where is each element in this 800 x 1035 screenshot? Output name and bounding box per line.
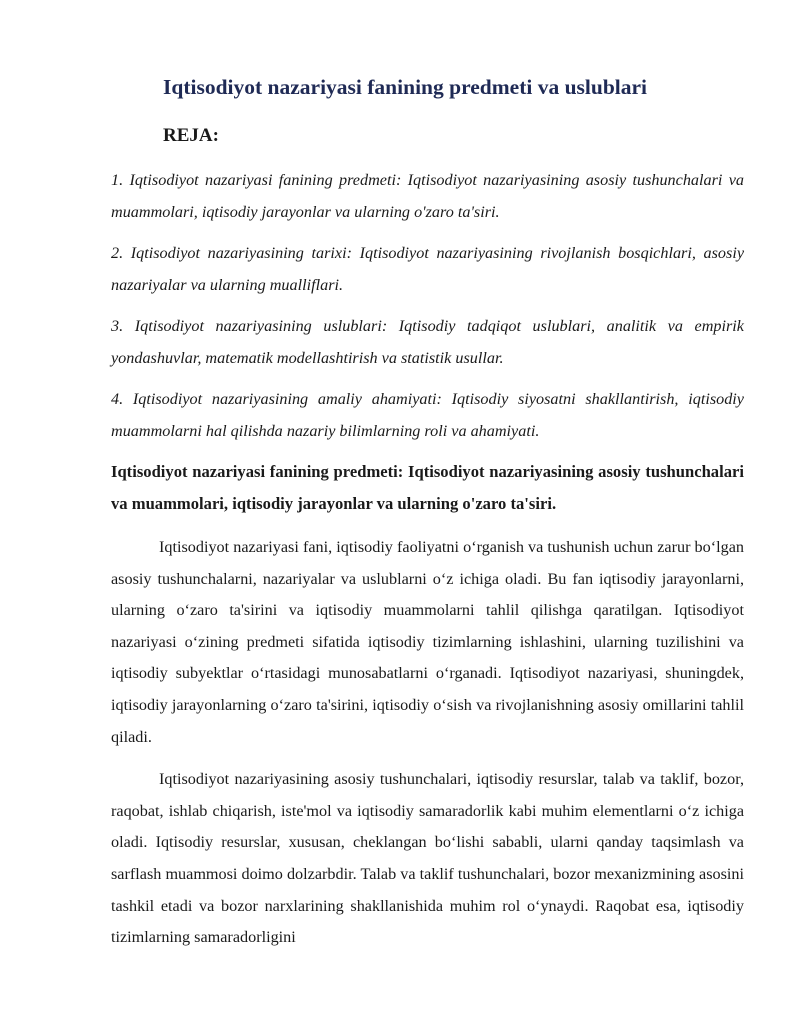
plan-item-2: 2. Iqtisodiyot nazariyasining tarixi: Iqtisodiyot nazariyasining rivojlanish bosqichlari, asosiy nazariyalar va ularning mualliflari.	[111, 244, 744, 294]
plan-heading: REJA:	[163, 125, 219, 146]
plan-item-3: 3. Iqtisodiyot nazariyasining uslublari: Iqtisodiy tadqiqot uslublari, analitik va empirik yondashuvlar, matematik modellashtirish va statistik usullar.	[111, 317, 744, 367]
document-title: Iqtisodiyot nazariyasi fanining predmeti va uslublari	[163, 75, 648, 99]
plan-item-1: 1. Iqtisodiyot nazariyasi fanining predmeti: Iqtisodiyot nazariyasining asosiy tushunchalari va muammolari, iqtisodiy jarayonlar va ularning o'zaro ta'siri.	[111, 171, 744, 221]
body-paragraph-1: Iqtisodiyot nazariyasi fani, iqtisodiy faoliyatni o‘rganish va tushunish uchun zarur bo‘lgan asosiy tushunchalarni, nazariyalar va uslublarni o‘z ichiga oladi. Bu fan iqtisodiy jarayonlarni, ularning o‘zaro ta'sirini va iqtisodiy muammolarni tahlil qilishga qaratilgan. Iqtisodiyot nazariyasi o‘zining predmeti sifatida iqtisodiy tizimlarning ishlashini, ularning tuzilishini va iqtisodiy subyektlar o‘rtasidagi munosabatlarni o‘rganadi. Iqtisodiyot nazariyasi, shuningdek, iqtisodiy jarayonlarning o‘zaro ta'sirini, iqtisodiy o‘sish va rivojlanishning asosiy omillarini tahlil qiladi.	[111, 538, 744, 746]
body-paragraph-2: Iqtisodiyot nazariyasining asosiy tushunchalari, iqtisodiy resurslar, talab va taklif, bozor, raqobat, ishlab chiqarish, iste'mol va iqtisodiy samaradorlik kabi muhim elementlarni o‘z ichiga oladi. Iqtisodiy resurslar, xususan, cheklangan bo‘lishi sababli, ularni qanday taqsimlash va sarflash muammosi doimo dolzarbdir. Talab va taklif tushunchalari, bozor mexanizmining asosini tashkil etadi va bozor narxlarining shakllanishida muhim rol o‘ynaydi. Raqobat esa, iqtisodiy tizimlarning samaradorligini	[111, 770, 744, 947]
section-heading: Iqtisodiyot nazariyasi fanining predmeti: Iqtisodiyot nazariyasining asosiy tushunchalari va muammolari, iqtisodiy jarayonlar va ularning o'zaro ta'siri.	[111, 462, 744, 513]
plan-list	[111, 164, 744, 447]
plan-item-4: 4. Iqtisodiyot nazariyasining amaliy ahamiyati: Iqtisodiy siyosatni shakllantirish, iqtisodiy muammolarni hal qilishda nazariy bilimlarning roli va ahamiyati.	[111, 390, 744, 440]
